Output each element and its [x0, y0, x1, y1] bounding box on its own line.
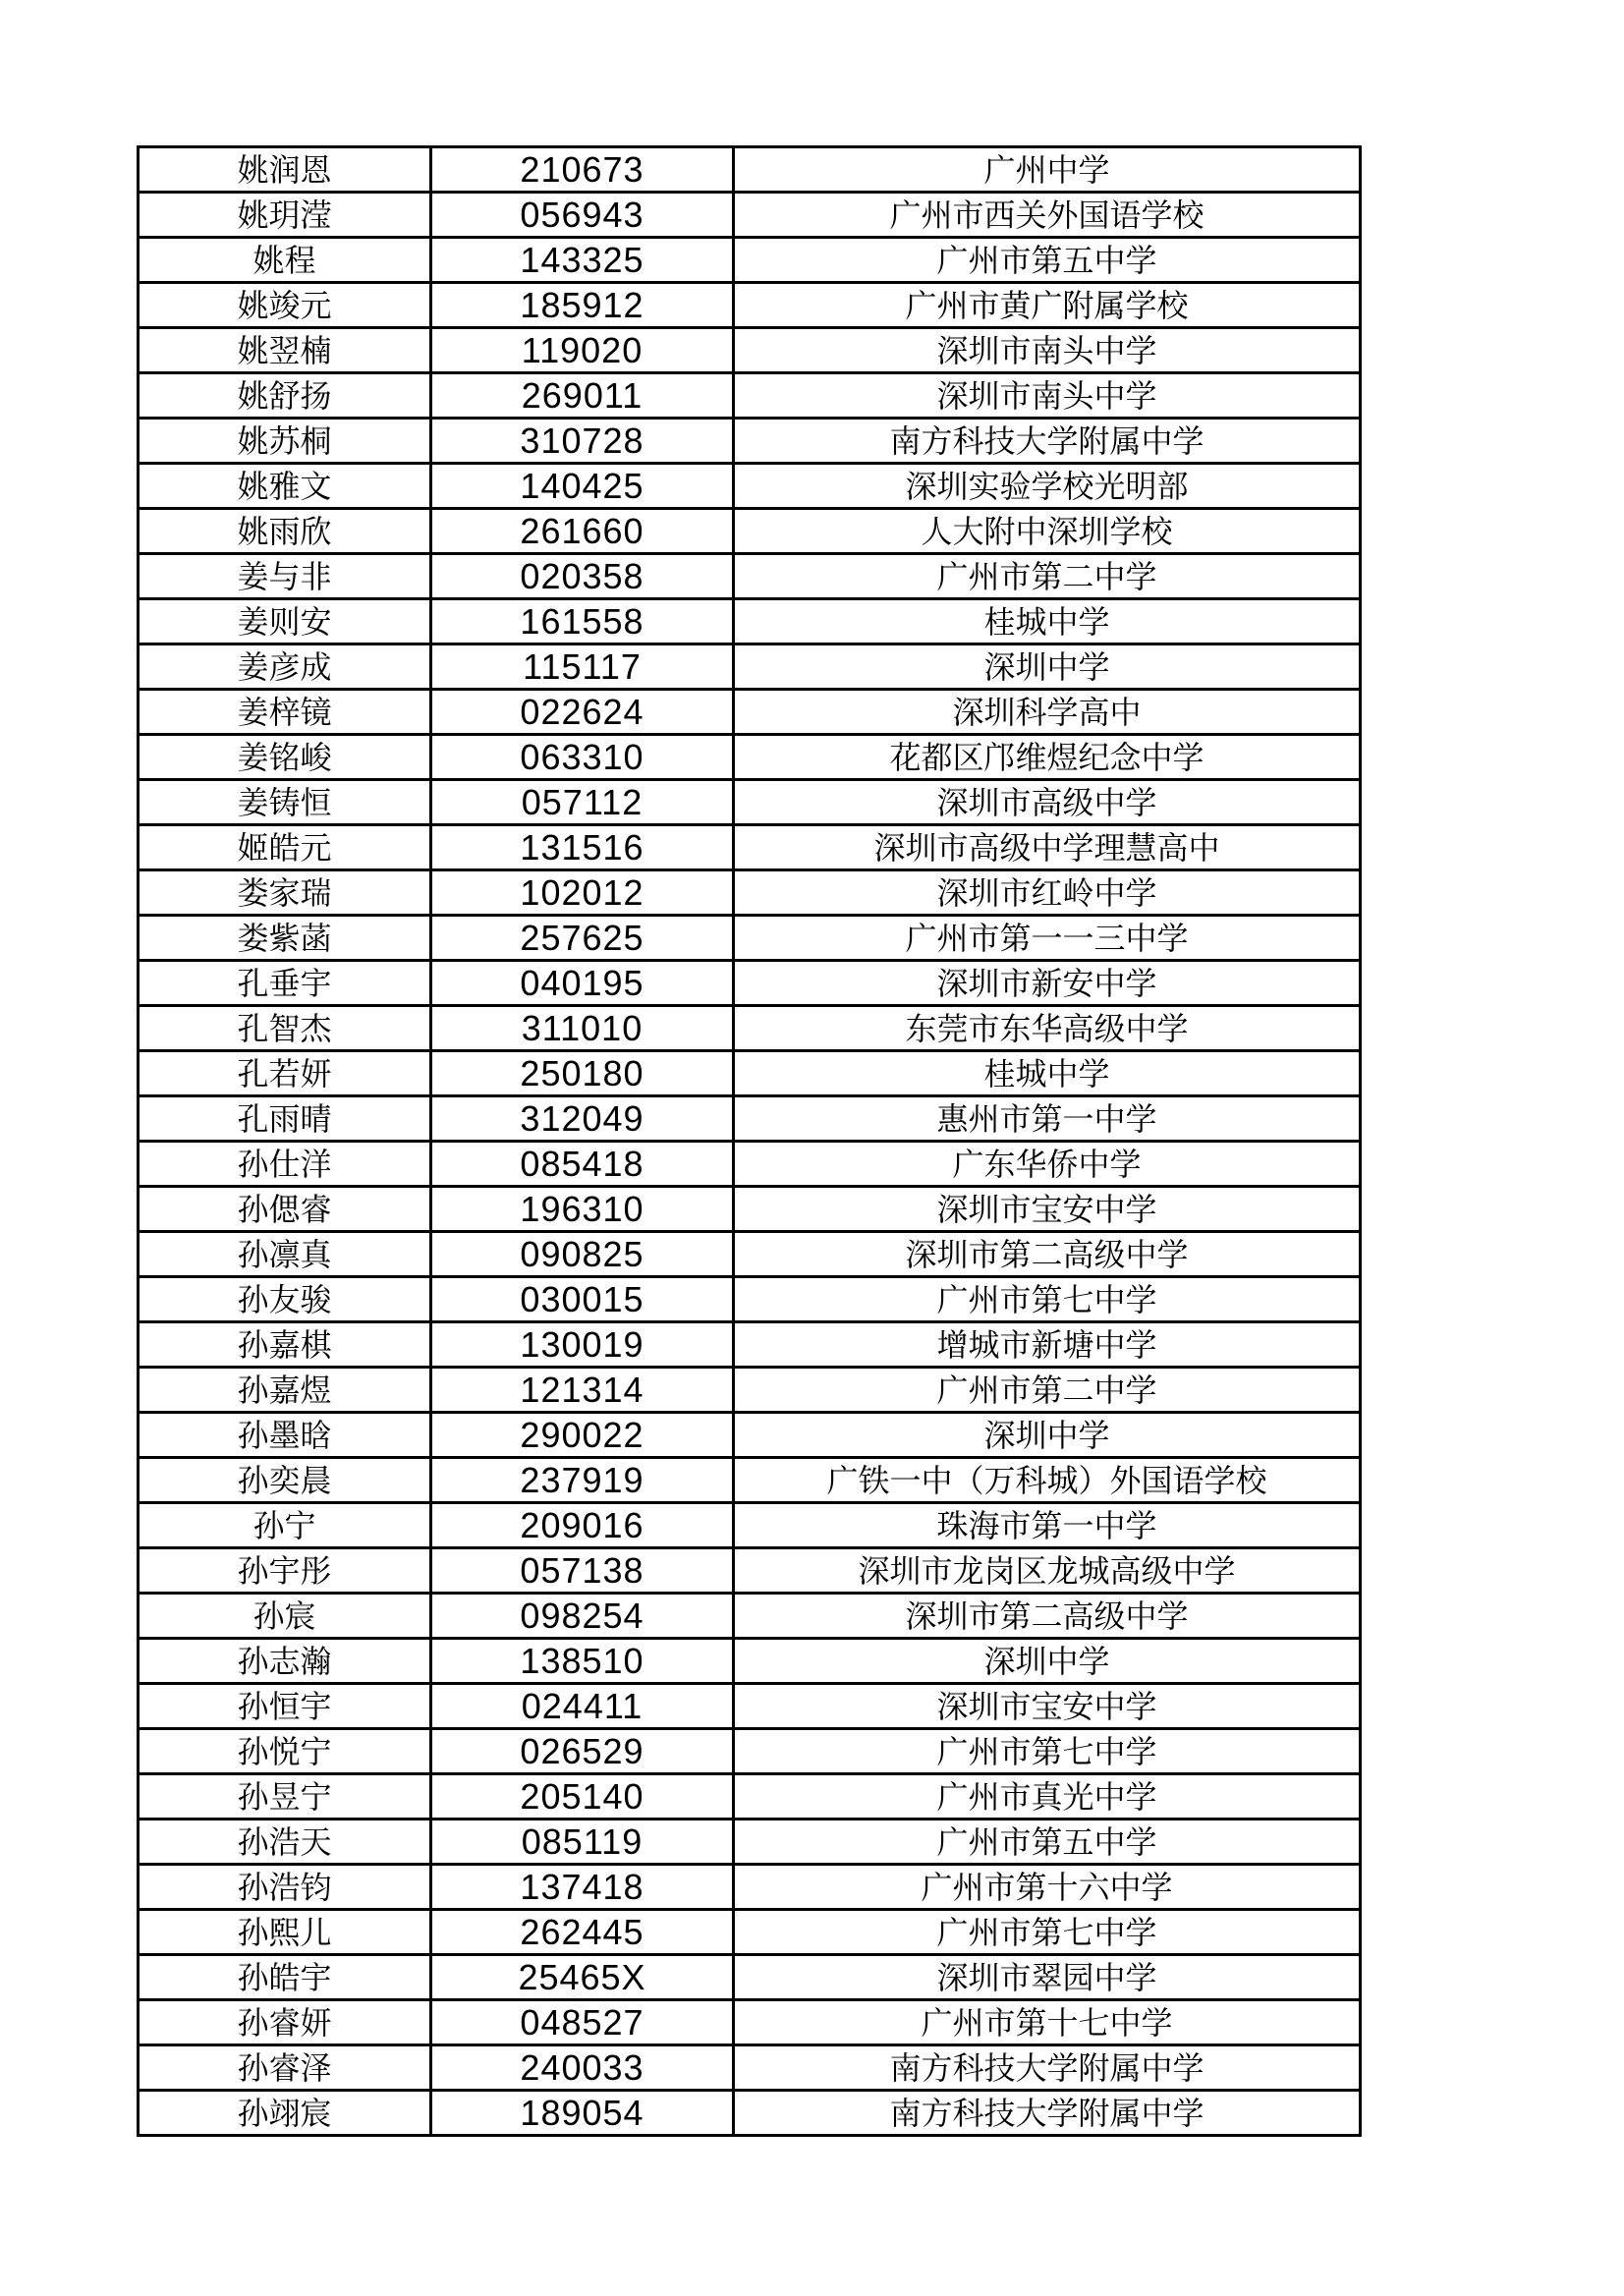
student-name-cell: 孙嘉煜: [139, 1368, 431, 1413]
roster-row: [139, 1639, 1361, 1684]
student-name-cell: 孙奕晨: [139, 1458, 431, 1503]
school-cell: 惠州市第一中学: [734, 1096, 1361, 1142]
student-name-cell: 姚润恩: [139, 147, 431, 193]
exam-number-cell: 189054: [431, 2091, 734, 2136]
roster-row: [139, 1729, 1361, 1774]
student-name-cell: 姚程: [139, 238, 431, 283]
school-cell: 广州市第七中学: [734, 1277, 1361, 1322]
exam-number-cell: 057138: [431, 1548, 734, 1594]
student-name-cell: 姚雨欣: [139, 509, 431, 554]
student-name-cell: 姚翌楠: [139, 328, 431, 373]
exam-number-cell: 185912: [431, 283, 734, 328]
student-name-cell: 孙悦宁: [139, 1729, 431, 1774]
exam-number-cell: 130019: [431, 1322, 734, 1368]
school-cell: 深圳中学: [734, 1639, 1361, 1684]
student-name-cell: 姚舒扬: [139, 373, 431, 419]
exam-number-cell: 196310: [431, 1187, 734, 1232]
exam-number-cell: 269011: [431, 373, 734, 419]
roster-body: [139, 147, 1361, 2136]
exam-number-cell: 138510: [431, 1639, 734, 1684]
roster-row: [139, 464, 1361, 509]
roster-row: [139, 825, 1361, 870]
student-name-cell: 姬皓元: [139, 825, 431, 870]
roster-row: [139, 1142, 1361, 1187]
exam-number-cell: 25465X: [431, 1955, 734, 2000]
exam-number-cell: 085418: [431, 1142, 734, 1187]
school-cell: 深圳市红岭中学: [734, 870, 1361, 916]
school-cell: 深圳市翠园中学: [734, 1955, 1361, 2000]
roster-row: [139, 1774, 1361, 1820]
roster-row: [139, 1820, 1361, 1865]
student-name-cell: 姜则安: [139, 599, 431, 644]
roster-row: [139, 1955, 1361, 2000]
roster-row: [139, 554, 1361, 599]
exam-number-cell: 085119: [431, 1820, 734, 1865]
roster-row: [139, 373, 1361, 419]
student-name-cell: 孙墨晗: [139, 1413, 431, 1458]
roster-row: [139, 419, 1361, 464]
school-cell: 南方科技大学附属中学: [734, 419, 1361, 464]
student-name-cell: 姜铸恒: [139, 780, 431, 825]
exam-number-cell: 030015: [431, 1277, 734, 1322]
roster-row: [139, 147, 1361, 193]
school-cell: 广州市第一一三中学: [734, 916, 1361, 961]
roster-row: [139, 780, 1361, 825]
student-name-cell: 孙凛真: [139, 1232, 431, 1277]
roster-row: [139, 2045, 1361, 2091]
student-name-cell: 孙浩钧: [139, 1865, 431, 1910]
exam-number-cell: 121314: [431, 1368, 734, 1413]
roster-row: [139, 2091, 1361, 2136]
school-cell: 南方科技大学附属中学: [734, 2045, 1361, 2091]
exam-number-cell: 312049: [431, 1096, 734, 1142]
student-name-cell: 孙嘉棋: [139, 1322, 431, 1368]
exam-number-cell: 119020: [431, 328, 734, 373]
roster-row: [139, 1368, 1361, 1413]
exam-number-cell: 020358: [431, 554, 734, 599]
exam-number-cell: 290022: [431, 1413, 734, 1458]
roster-row: [139, 690, 1361, 735]
roster-row: [139, 238, 1361, 283]
exam-number-cell: 143325: [431, 238, 734, 283]
student-name-cell: 孙宇彤: [139, 1548, 431, 1594]
school-cell: 广州市第七中学: [734, 1729, 1361, 1774]
exam-number-cell: 210673: [431, 147, 734, 193]
roster-row: [139, 870, 1361, 916]
student-name-cell: 孙恒宇: [139, 1684, 431, 1729]
exam-number-cell: 161558: [431, 599, 734, 644]
student-name-cell: 姚竣元: [139, 283, 431, 328]
exam-number-cell: 022624: [431, 690, 734, 735]
school-cell: 广州市西关外国语学校: [734, 193, 1361, 238]
exam-number-cell: 098254: [431, 1594, 734, 1639]
student-name-cell: 孙浩天: [139, 1820, 431, 1865]
exam-number-cell: 262445: [431, 1910, 734, 1955]
school-cell: 广州市第二中学: [734, 554, 1361, 599]
exam-number-cell: 310728: [431, 419, 734, 464]
roster-row: [139, 1187, 1361, 1232]
student-name-cell: 孙偲睿: [139, 1187, 431, 1232]
roster-row: [139, 2000, 1361, 2045]
school-cell: 东莞市东华高级中学: [734, 1006, 1361, 1051]
school-cell: 深圳市高级中学: [734, 780, 1361, 825]
roster-row: [139, 1594, 1361, 1639]
student-name-cell: 娄紫菡: [139, 916, 431, 961]
exam-number-cell: 240033: [431, 2045, 734, 2091]
student-name-cell: 孔若妍: [139, 1051, 431, 1096]
school-cell: 深圳市第二高级中学: [734, 1594, 1361, 1639]
exam-number-cell: 090825: [431, 1232, 734, 1277]
student-name-cell: 孙志瀚: [139, 1639, 431, 1684]
school-cell: 深圳市宝安中学: [734, 1684, 1361, 1729]
roster-row: [139, 735, 1361, 780]
exam-number-cell: 115117: [431, 644, 734, 690]
exam-number-cell: 261660: [431, 509, 734, 554]
school-cell: 深圳市南头中学: [734, 328, 1361, 373]
exam-number-cell: 131516: [431, 825, 734, 870]
student-name-cell: 孙睿妍: [139, 2000, 431, 2045]
exam-number-cell: 048527: [431, 2000, 734, 2045]
student-name-cell: 孙睿泽: [139, 2045, 431, 2091]
roster-row: [139, 961, 1361, 1006]
exam-number-cell: 209016: [431, 1503, 734, 1548]
exam-number-cell: 026529: [431, 1729, 734, 1774]
roster-row: [139, 1458, 1361, 1503]
school-cell: 广东华侨中学: [734, 1142, 1361, 1187]
school-cell: 深圳市南头中学: [734, 373, 1361, 419]
exam-number-cell: 057112: [431, 780, 734, 825]
student-name-cell: 孔雨晴: [139, 1096, 431, 1142]
roster-row: [139, 1865, 1361, 1910]
roster-row: [139, 1322, 1361, 1368]
roster-row: [139, 1910, 1361, 1955]
school-cell: 广州市第五中学: [734, 1820, 1361, 1865]
roster-row: [139, 916, 1361, 961]
school-cell: 增城市新塘中学: [734, 1322, 1361, 1368]
school-cell: 广州市第十七中学: [734, 2000, 1361, 2045]
exam-number-cell: 137418: [431, 1865, 734, 1910]
school-cell: 广州市黄广附属学校: [734, 283, 1361, 328]
school-cell: 深圳市龙岗区龙城高级中学: [734, 1548, 1361, 1594]
roster-row: [139, 1548, 1361, 1594]
exam-number-cell: 250180: [431, 1051, 734, 1096]
student-name-cell: 姜铭峻: [139, 735, 431, 780]
school-cell: 花都区邝维煜纪念中学: [734, 735, 1361, 780]
student-name-cell: 孙友骏: [139, 1277, 431, 1322]
roster-row: [139, 283, 1361, 328]
school-cell: 深圳市宝安中学: [734, 1187, 1361, 1232]
exam-number-cell: 056943: [431, 193, 734, 238]
school-cell: 广铁一中（万科城）外国语学校: [734, 1458, 1361, 1503]
student-roster-table: [137, 145, 1362, 2137]
student-name-cell: 姜梓镜: [139, 690, 431, 735]
exam-number-cell: 237919: [431, 1458, 734, 1503]
student-name-cell: 孙宸: [139, 1594, 431, 1639]
student-name-cell: 姜彦成: [139, 644, 431, 690]
roster-row: [139, 509, 1361, 554]
student-name-cell: 孙翊宸: [139, 2091, 431, 2136]
school-cell: 深圳中学: [734, 1413, 1361, 1458]
roster-row: [139, 644, 1361, 690]
school-cell: 深圳市新安中学: [734, 961, 1361, 1006]
roster-row: [139, 599, 1361, 644]
school-cell: 珠海市第一中学: [734, 1503, 1361, 1548]
exam-number-cell: 024411: [431, 1684, 734, 1729]
exam-number-cell: 102012: [431, 870, 734, 916]
school-cell: 南方科技大学附属中学: [734, 2091, 1361, 2136]
roster-row: [139, 1006, 1361, 1051]
school-cell: 深圳实验学校光明部: [734, 464, 1361, 509]
student-name-cell: 孙皓宇: [139, 1955, 431, 2000]
exam-number-cell: 311010: [431, 1006, 734, 1051]
roster-row: [139, 193, 1361, 238]
school-cell: 人大附中深圳学校: [734, 509, 1361, 554]
school-cell: 深圳中学: [734, 644, 1361, 690]
school-cell: 广州市第二中学: [734, 1368, 1361, 1413]
school-cell: 广州市第五中学: [734, 238, 1361, 283]
exam-number-cell: 140425: [431, 464, 734, 509]
school-cell: 桂城中学: [734, 599, 1361, 644]
exam-number-cell: 257625: [431, 916, 734, 961]
roster-row: [139, 1051, 1361, 1096]
school-cell: 桂城中学: [734, 1051, 1361, 1096]
exam-number-cell: 063310: [431, 735, 734, 780]
roster-row: [139, 1503, 1361, 1548]
student-name-cell: 孙宁: [139, 1503, 431, 1548]
school-cell: 深圳科学高中: [734, 690, 1361, 735]
student-name-cell: 孙熙儿: [139, 1910, 431, 1955]
student-name-cell: 孔垂宇: [139, 961, 431, 1006]
student-name-cell: 孙仕洋: [139, 1142, 431, 1187]
student-name-cell: 娄家瑞: [139, 870, 431, 916]
exam-number-cell: 205140: [431, 1774, 734, 1820]
student-name-cell: 姚雅文: [139, 464, 431, 509]
student-name-cell: 姚玥滢: [139, 193, 431, 238]
roster-row: [139, 1413, 1361, 1458]
student-name-cell: 孔智杰: [139, 1006, 431, 1051]
roster-row: [139, 1232, 1361, 1277]
roster-row: [139, 328, 1361, 373]
school-cell: 广州市真光中学: [734, 1774, 1361, 1820]
exam-number-cell: 040195: [431, 961, 734, 1006]
school-cell: 广州中学: [734, 147, 1361, 193]
school-cell: 深圳市第二高级中学: [734, 1232, 1361, 1277]
roster-row: [139, 1096, 1361, 1142]
student-name-cell: 姜与非: [139, 554, 431, 599]
school-cell: 深圳市高级中学理慧高中: [734, 825, 1361, 870]
school-cell: 广州市第七中学: [734, 1910, 1361, 1955]
roster-row: [139, 1277, 1361, 1322]
student-name-cell: 孙昱宁: [139, 1774, 431, 1820]
roster-row: [139, 1684, 1361, 1729]
student-name-cell: 姚苏桐: [139, 419, 431, 464]
school-cell: 广州市第十六中学: [734, 1865, 1361, 1910]
